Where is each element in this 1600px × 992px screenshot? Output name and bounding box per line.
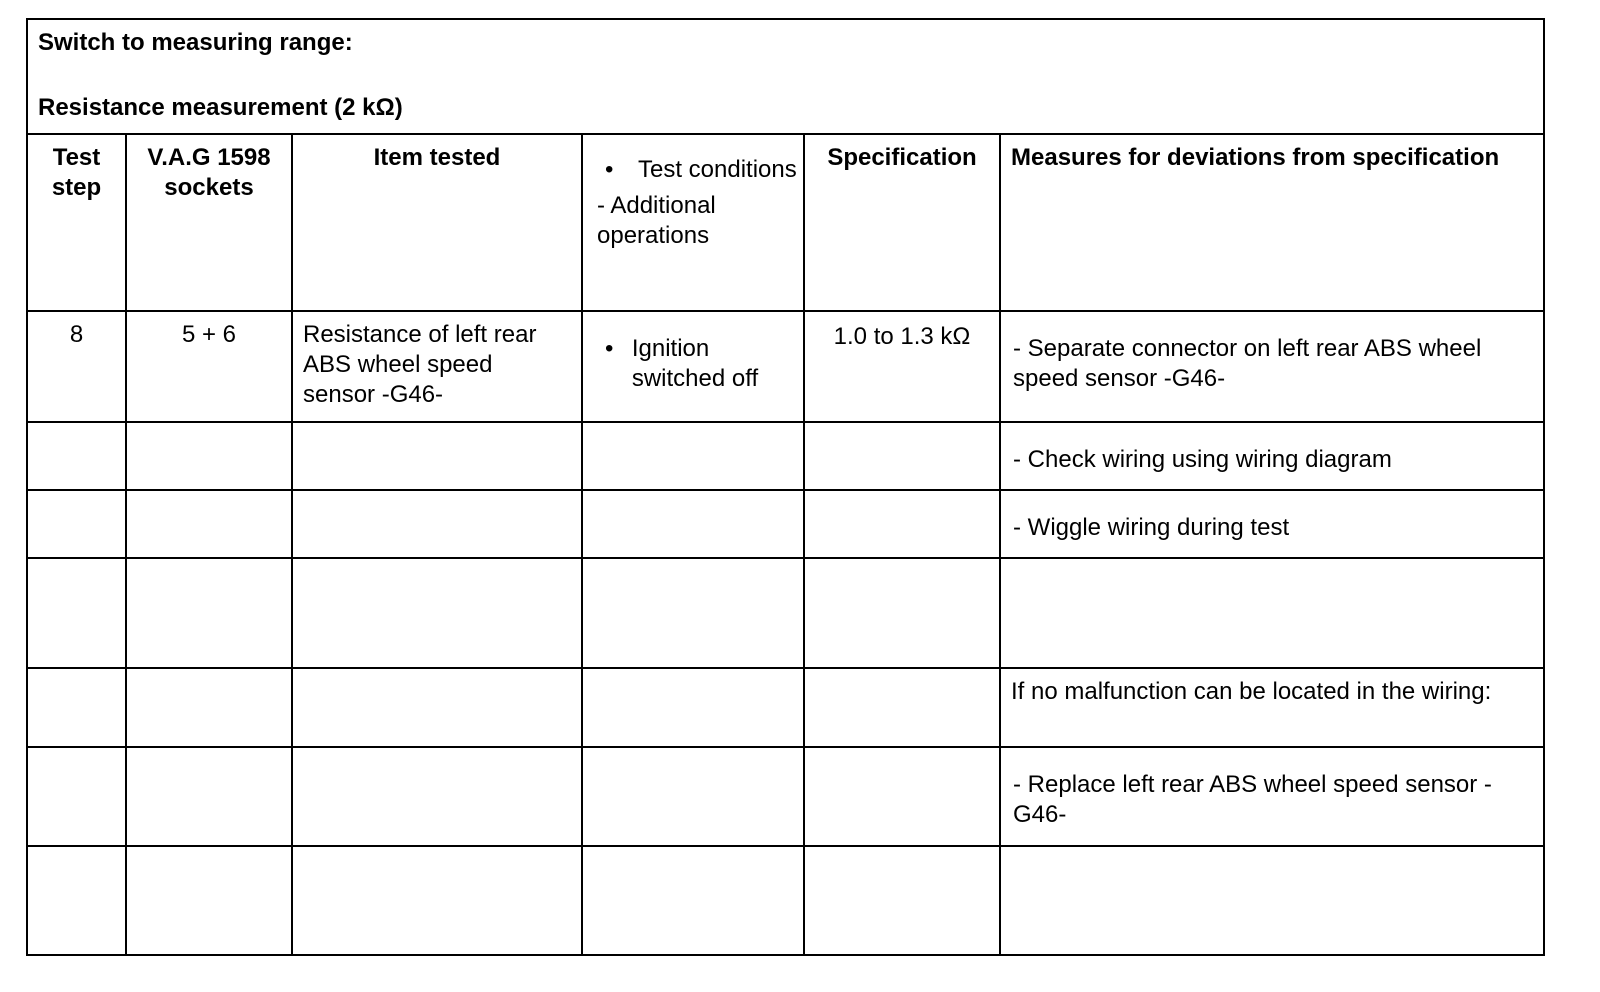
measure: - Separate connector on left rear ABS wheel speed sensor -G46-: [1000, 311, 1544, 422]
item-tested: Resistance of left rear ABS wheel speed sensor -G46-: [292, 311, 582, 422]
measure: [1000, 558, 1544, 668]
table-header: [27, 19, 1544, 134]
condition-text: Ignition switched off: [631, 335, 759, 392]
sockets: 5 + 6: [126, 311, 292, 422]
table-row: [27, 422, 1544, 490]
table-row: [27, 846, 1544, 955]
conditions-label: Test conditions: [638, 156, 797, 183]
measurement-table: [26, 18, 1545, 956]
measurement-type: Resistance measurement (2 kΩ): [38, 94, 403, 121]
table-row: [27, 311, 1544, 422]
col-test-step: Test step: [27, 134, 126, 311]
measure: If no malfunction can be located in the wiring:: [1000, 668, 1544, 747]
test-step: 8: [27, 311, 126, 422]
col-measures: Measures for deviations from specification: [1000, 134, 1544, 311]
measure: - Wiggle wiring during test: [1000, 490, 1544, 558]
measure: [1000, 846, 1544, 955]
col-specification: Specification: [804, 134, 1000, 311]
measure: - Replace left rear ABS wheel speed sensor -G46-: [1000, 747, 1544, 846]
operations-label: - Additional operations: [597, 192, 716, 249]
condition: [582, 311, 804, 422]
col-item-tested: Item tested: [292, 134, 582, 311]
bullet-icon: •: [605, 156, 614, 183]
col-conditions: [582, 134, 804, 311]
table-row: [27, 558, 1544, 668]
bullet-icon: •: [605, 335, 614, 362]
measure: - Check wiring using wiring diagram: [1000, 422, 1544, 490]
column-headers: [27, 134, 1544, 311]
table-row: [27, 668, 1544, 747]
table-row: [27, 747, 1544, 846]
table-row: [27, 490, 1544, 558]
measuring-range-label: Switch to measuring range:: [38, 29, 353, 56]
specification: 1.0 to 1.3 kΩ: [804, 311, 1000, 422]
col-sockets: V.A.G 1598 sockets: [126, 134, 292, 311]
